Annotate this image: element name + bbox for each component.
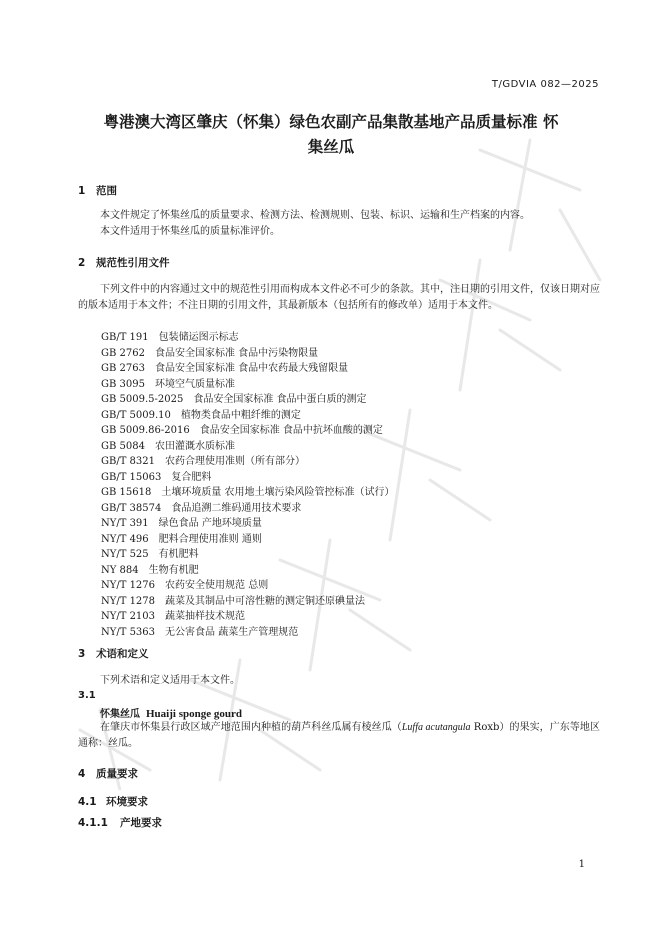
reference-item: NY/T 496 肥料合理使用准则 通则 <box>101 533 262 545</box>
section-4-1-title: 环境要求 <box>106 796 148 808</box>
section-1-paragraph-2: 本文件适用于怀集丝瓜的质量标准评价。 <box>100 226 280 237</box>
title-line-2: 集丝瓜 <box>307 138 355 156</box>
term-entry <box>100 705 242 720</box>
section-3-title: 术语和定义 <box>96 648 149 660</box>
section-3-heading <box>78 646 149 661</box>
term-definition: 在肇庆市怀集县行政区域产地范围内种植的葫芦科丝瓜属有棱丝瓜（Luffa acutangula Roxb）的果实，广东等地区通称：丝瓜。 <box>78 722 600 749</box>
term-chinese: 怀集丝瓜 <box>100 709 140 720</box>
section-4-1-1-heading <box>78 815 162 830</box>
reference-item: NY/T 525 有机肥料 <box>101 549 199 560</box>
section-4-number: 4 <box>78 768 86 780</box>
reference-item: NY 884 生物有机肥 <box>101 564 199 576</box>
reference-item: NY/T 1278 蔬菜及其制品中可溶性糖的测定铜还原碘量法 <box>101 595 366 607</box>
section-4-1-heading <box>78 794 148 809</box>
section-4-heading <box>78 766 138 781</box>
reference-item: GB 5084 农田灌溉水质标准 <box>101 440 235 452</box>
section-3-number: 3 <box>78 648 86 660</box>
section-3-paragraph-1: 下列术语和定义适用于本文件。 <box>100 675 240 686</box>
section-4-title: 质量要求 <box>96 768 138 780</box>
section-1-paragraph-1: 本文件规定了怀集丝瓜的质量要求、检测方法、检测规则、包装、标识、运输和生产档案的内容。 <box>100 210 530 221</box>
clause-3-1-number: 3.1 <box>78 690 96 701</box>
reference-item: GB 5009.5-2025 食品安全国家标准 食品中蛋白质的测定 <box>101 394 367 405</box>
section-2-title: 规范性引用文件 <box>96 257 170 269</box>
section-4-1-1-number: 4.1.1 <box>78 817 108 829</box>
reference-item: GB/T 8321 农药合理使用准则（所有部分） <box>101 456 306 467</box>
section-2-heading <box>78 255 170 270</box>
reference-item: NY/T 2103 蔬菜抽样技术规范 <box>101 611 246 622</box>
reference-item: GB 15618 土壤环境质量 农用地土壤污染风险管控标准（试行） <box>101 487 395 498</box>
reference-item: NY/T 1276 农药安全使用规范 总则 <box>101 580 269 591</box>
reference-item: NY/T 5363 无公害食品 蔬菜生产管理规范 <box>101 626 299 638</box>
title-line-1: 粤港澳大湾区肇庆（怀集）绿色农副产品集散基地产品质量标准 怀 <box>103 113 559 131</box>
reference-item: GB/T 38574 食品追溯二维码通用技术要求 <box>101 502 302 514</box>
reference-item: GB 3095 环境空气质量标准 <box>101 378 235 390</box>
section-1-title: 范围 <box>96 185 117 197</box>
reference-item: GB 5009.86-2016 食品安全国家标准 食品中抗坏血酸的测定 <box>101 425 383 436</box>
document-title <box>70 110 592 160</box>
section-2-number: 2 <box>78 257 86 269</box>
term-english: Huaiji sponge gourd <box>146 708 242 720</box>
normative-references-list <box>101 330 395 640</box>
latin-name: Luffa acutangula <box>401 722 471 733</box>
reference-item: GB 2763 食品安全国家标准 食品中农药最大残留限量 <box>101 363 349 374</box>
section-2-paragraph-1: 下列文件中的内容通过文中的规范性引用而构成本文件必不可少的条款。其中，注日期的引用文件，仅该日期对应的版本适用于本文件；不注日期的引用文件，其最新版本（包括所有的修改单）适用于本文件。 <box>78 284 600 311</box>
reference-item: GB 2762 食品安全国家标准 食品中污染物限量 <box>101 347 319 359</box>
reference-item: GB/T 191 包装储运图示标志 <box>101 332 239 343</box>
document-number: T/GDVIA 082—2025 <box>491 79 599 90</box>
reference-item: GB/T 5009.10 植物类食品中粗纤维的测定 <box>101 409 301 421</box>
page-number: 1 <box>578 859 585 870</box>
section-1-heading <box>78 183 117 198</box>
section-4-1-1-title: 产地要求 <box>120 817 162 829</box>
section-4-1-number: 4.1 <box>78 796 97 808</box>
reference-item: GB/T 15063 复合肥料 <box>101 471 212 483</box>
reference-item: NY/T 391 绿色食品 产地环境质量 <box>101 518 262 529</box>
section-1-number: 1 <box>78 185 86 197</box>
